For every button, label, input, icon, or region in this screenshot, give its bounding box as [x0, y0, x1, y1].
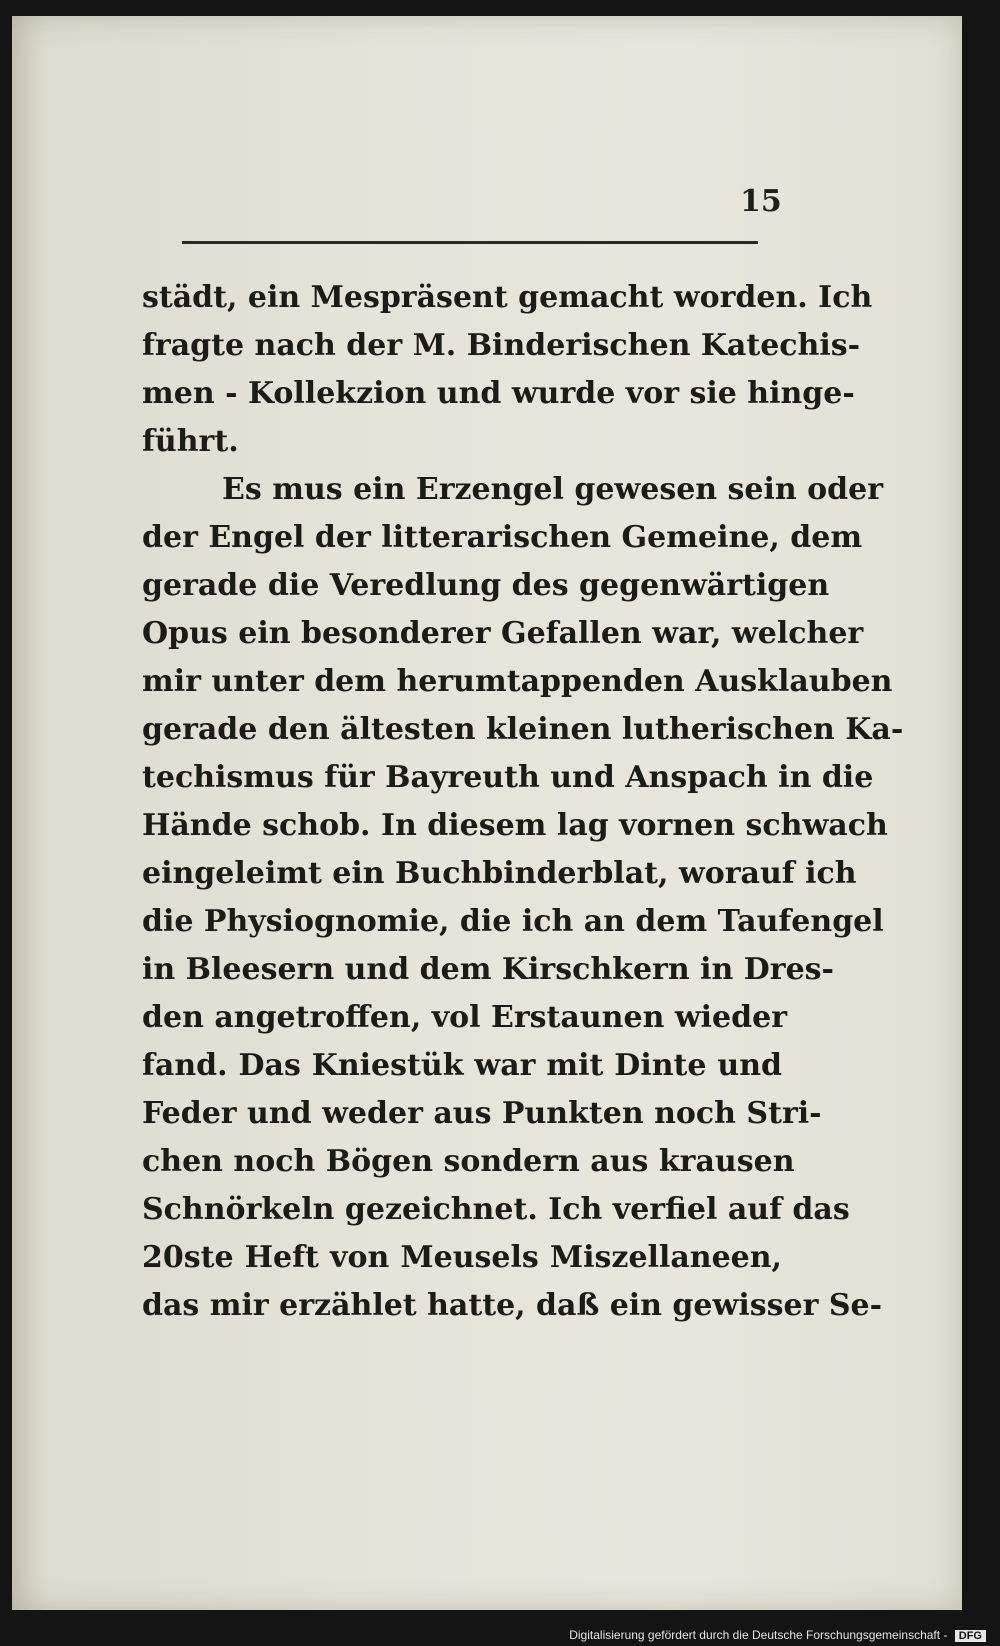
header-rule [182, 241, 758, 244]
text-line: techismus für Bayreuth und Anspach in die [142, 760, 874, 795]
text-line: führt. [142, 424, 239, 459]
text-line: fand. Das Kniestük war mit Dinte und [142, 1048, 782, 1083]
text-line: chen noch Bögen sondern aus krausen [142, 1144, 795, 1179]
text-line: mir unter dem herumtappenden Ausklauben [142, 664, 893, 699]
credit-text: Digitalisierung gefördert durch die Deutsche Forschungsgemeinschaft - [569, 1628, 948, 1642]
text-line: städt, ein Mespräsent gemacht worden. Ich [142, 280, 873, 315]
body-text [142, 274, 904, 1330]
text-line: 20ste Heft von Meusels Miszellaneen, [142, 1240, 782, 1275]
text-line: der Engel der litterarischen Gemeine, dem [142, 520, 863, 555]
text-line: Es mus ein Erzengel gewesen sein oder [222, 472, 884, 507]
text-line: men - Kollekzion und wurde vor sie hinge- [142, 376, 855, 411]
text-line: Schnörkeln gezeichnet. Ich verfiel auf das [142, 1192, 850, 1227]
text-line: Hände schob. In diesem lag vornen schwach [142, 808, 888, 843]
text-line: eingeleimt ein Buchbinderblat, worauf ich [142, 856, 857, 891]
text-line: die Physiognomie, die ich an dem Taufengel [142, 904, 884, 939]
digitization-credit [569, 1628, 986, 1642]
text-line: das mir erzählet hatte, daß ein gewisser Se- [142, 1288, 883, 1323]
text-line: Opus ein besonderer Gefallen war, welcher [142, 616, 864, 651]
dfg-logo: DFG [955, 1630, 986, 1642]
text-line: gerade den ältesten kleinen lutherischen Ka- [142, 712, 904, 747]
page-number: 15 [740, 184, 782, 219]
text-line: in Bleesern und dem Kirschkern in Dres- [142, 952, 834, 987]
text-line: den angetroffen, vol Erstaunen wieder [142, 1000, 787, 1035]
text-line: gerade die Veredlung des gegenwärtigen [142, 568, 830, 603]
text-line: Feder und weder aus Punkten noch Stri- [142, 1096, 822, 1131]
text-line: fragte nach der M. Binderischen Katechis- [142, 328, 861, 363]
scanned-page [12, 16, 962, 1610]
